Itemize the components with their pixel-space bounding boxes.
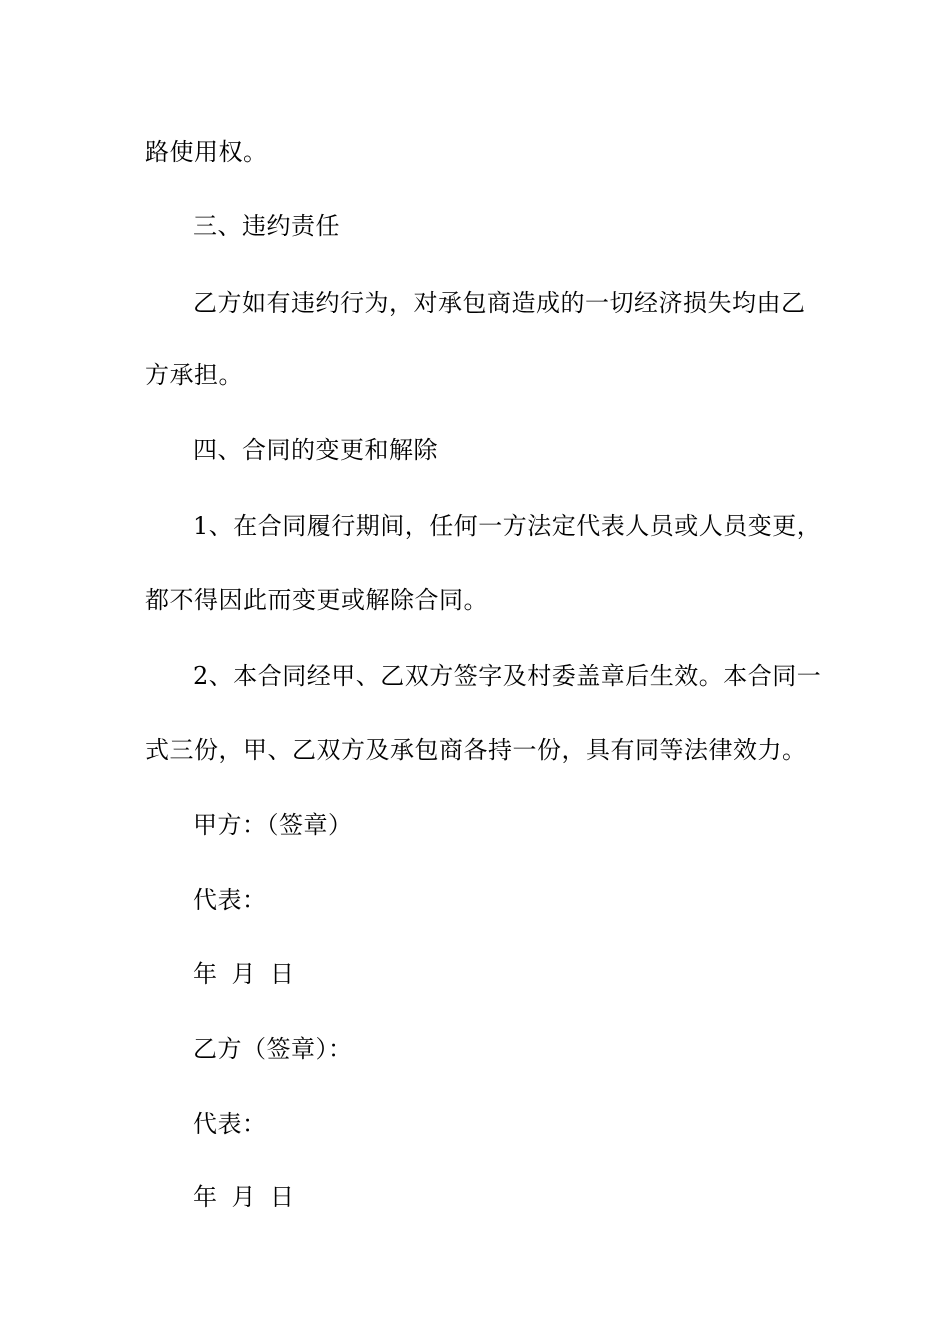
paragraph-line: 路使用权。: [145, 138, 268, 166]
section-heading: 四、合同的变更和解除: [193, 436, 438, 464]
party-a-signature-label: 甲方：（签章）: [193, 811, 353, 839]
paragraph-line: 都不得因此而变更或解除合同。: [145, 586, 488, 614]
party-a-date-line: [193, 954, 295, 994]
date-year: 年: [193, 960, 218, 988]
paragraph-line: 式三份，甲、乙双方及承包商各持一份，具有同等法律效力。: [145, 736, 807, 764]
paragraph-line: 乙方如有违约行为，对承包商造成的一切经济损失均由乙: [193, 289, 806, 317]
date-year: 年: [193, 1183, 218, 1211]
paragraph-line: 2、本合同经甲、乙双方签字及村委盖章后生效。本合同一: [193, 662, 822, 690]
party-a-representative-label: 代表：: [193, 886, 267, 914]
party-b-representative-label: 代表：: [193, 1110, 267, 1138]
section-heading: 三、违约责任: [193, 212, 340, 240]
party-b-signature-label: 乙方（签章）：: [193, 1035, 353, 1063]
paragraph-line: 1、在合同履行期间，任何一方法定代表人员或人员变更，: [193, 512, 822, 540]
party-b-date-line: [193, 1177, 295, 1217]
date-month: 月: [231, 1183, 256, 1211]
date-day: 日: [270, 960, 295, 988]
date-month: 月: [231, 960, 256, 988]
date-day: 日: [270, 1183, 295, 1211]
paragraph-line: 方承担。: [145, 361, 243, 389]
